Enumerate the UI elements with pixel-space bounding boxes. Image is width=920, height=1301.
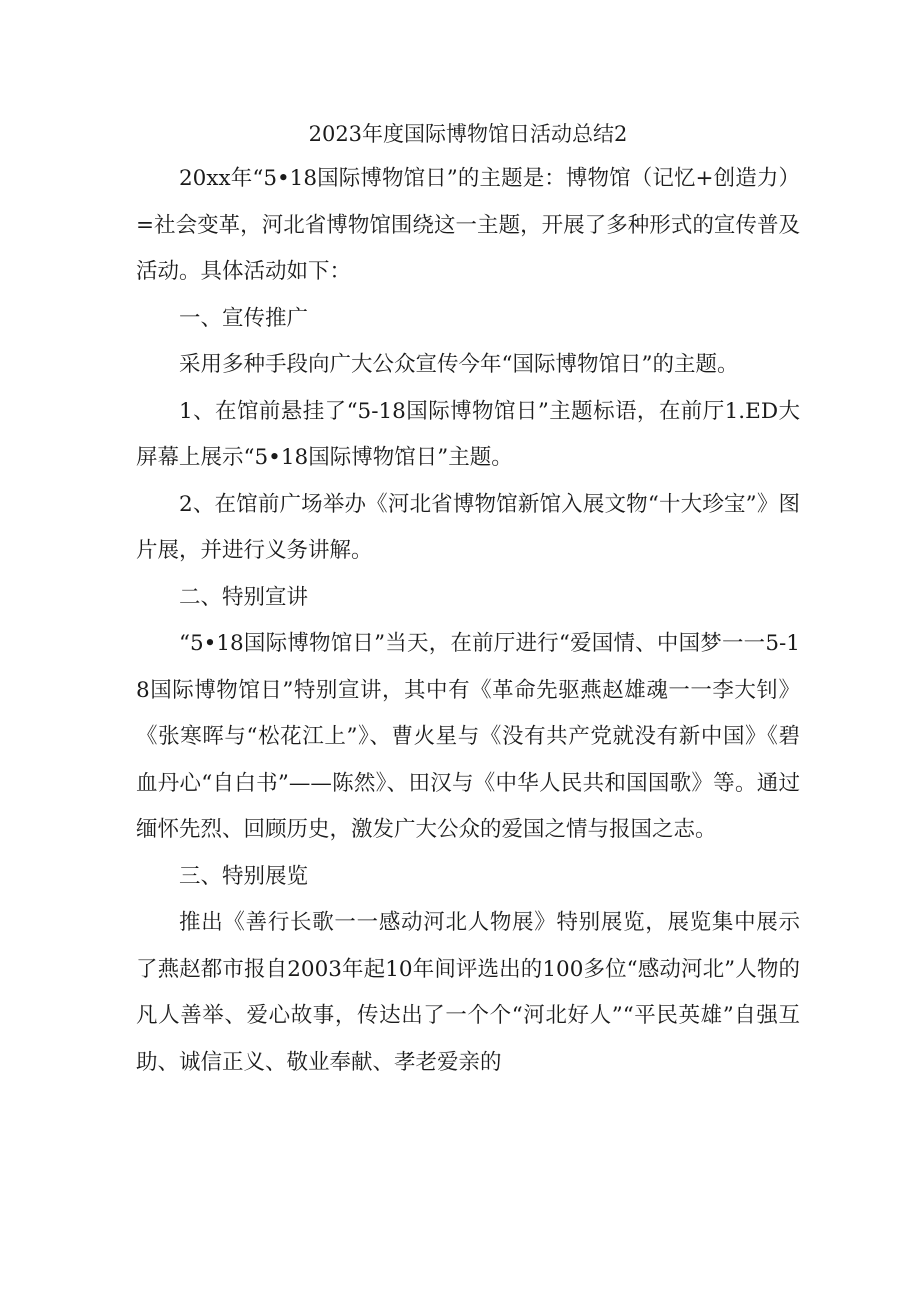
document-page bbox=[136, 112, 800, 1086]
document-title: 2023年度国际博物馆日活动总结2 bbox=[308, 122, 628, 146]
section-heading-publicity: 一、宣传推广 bbox=[179, 305, 309, 331]
publicity-item-1: 1、在馆前悬挂了“5-18国际博物馆日”主题标语，在前厅1.ED大屏幕上展示“5•18国际博物馆日”主题。 bbox=[136, 398, 800, 470]
publicity-item-2: 2、在馆前广场举办《河北省博物馆新馆入展文物“十大珍宝”》图片展，并进行义务讲解。 bbox=[136, 491, 800, 563]
exhibition-paragraph: 推出《善行长歌一一感动河北人物展》特别展览，展览集中展示了燕赵都市报自2003年起10年间评选出的100多位“感动河北”人物的凡人善举、爱心故事，传达出了一个个“河北好人”“平民英雄”自强互助、诚信正义、敬业奉献、孝老爱亲的 bbox=[136, 910, 800, 1075]
section-heading-lecture: 二、特别宣讲 bbox=[179, 584, 309, 610]
lecture-paragraph: “5•18国际博物馆日”当天，在前厅进行“爱国情、中国梦一一5-18国际博物馆日”特别宣讲，其中有《革命先驱燕赵雄魂一一李大钊》《张寒晖与“松花江上”》、曹火星与《没有共产党就没有新中国》《碧血丹心“自白书”——陈然》、田汉与《中华人民共和国国歌》等。通过缅怀先烈、回顾历史，激发广大公众的爱国之情与报国之志。 bbox=[136, 631, 800, 842]
section-heading-exhibition: 三、特别展览 bbox=[179, 863, 309, 889]
publicity-paragraph: 采用多种手段向广大公众宣传今年“国际博物馆日”的主题。 bbox=[179, 352, 739, 377]
intro-paragraph: 20xx年“5•18国际博物馆日”的主题是：博物馆（记忆+创造力）=社会变革，河北省博物馆围绕这一主题，开展了多种形式的宣传普及活动。具体活动如下： bbox=[136, 166, 800, 284]
